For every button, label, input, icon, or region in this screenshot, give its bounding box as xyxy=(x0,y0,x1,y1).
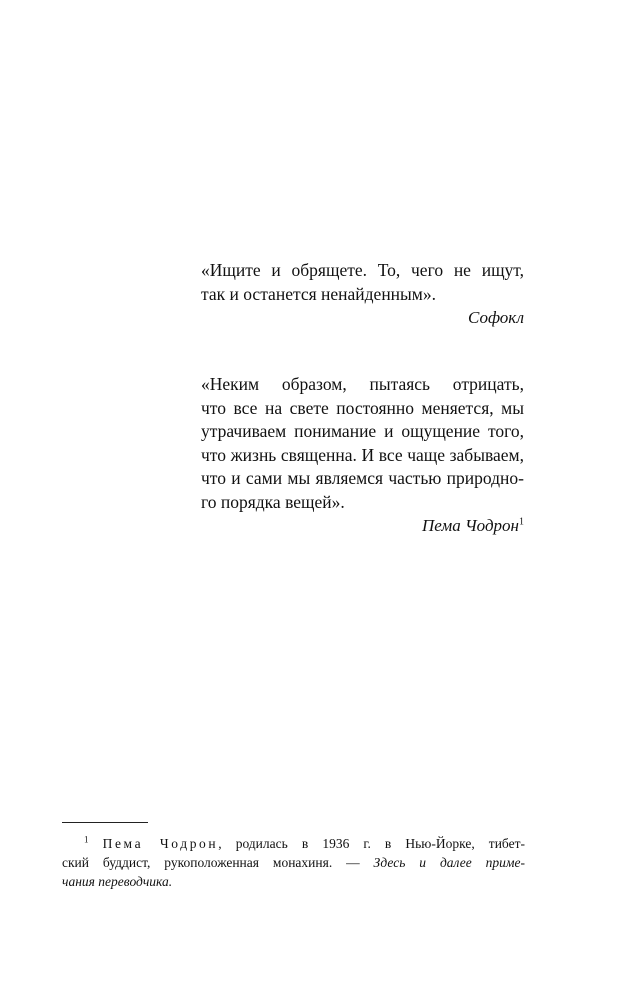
footnote-line xyxy=(62,853,525,872)
footnote-name: Пема Чодрон xyxy=(102,836,219,851)
quote-line: что жизнь священна. И все чаще забываем, xyxy=(201,444,524,465)
footnote xyxy=(62,834,525,891)
quote-line: го порядка вещей». xyxy=(201,491,345,512)
quote-line: утрачиваем понимание и ощущение того, xyxy=(201,421,524,441)
footnote-reference[interactable]: 1 xyxy=(519,516,524,528)
footnote-line xyxy=(62,834,525,853)
epigraph-sophocles xyxy=(201,259,524,330)
quote-line: «Неким образом, пытаясь отрицать, xyxy=(201,374,524,394)
footnote-text-italic: Здесь и далее приме- xyxy=(373,855,525,870)
footnote-text: , родилась в 1936 г. в Нью-Йорке, тибет- xyxy=(218,836,526,851)
quote-line: так и останется ненайденным». xyxy=(201,283,437,304)
author-name: Пема Чодрон xyxy=(421,516,519,535)
footnote-separator xyxy=(62,822,148,823)
epigraph-quote xyxy=(201,259,524,306)
quote-line: что все на свете постоянно меняется, мы xyxy=(201,397,524,418)
epigraph-author xyxy=(201,514,524,538)
footnote-line: чания переводчика. xyxy=(62,874,173,889)
footnote-text: ский буддист, рукоположенная монахиня. — xyxy=(62,855,374,870)
author-name: Софокл xyxy=(467,308,524,327)
quote-line: что и сами мы являемся частью природно- xyxy=(201,468,524,488)
epigraph-quote xyxy=(201,373,524,514)
epigraph-pema-chodron xyxy=(201,373,524,538)
footnote-marker: 1 xyxy=(84,834,89,845)
epigraph-author xyxy=(201,306,524,330)
quote-line: «Ищите и обрящете. То, чего не ищут, xyxy=(201,260,524,280)
